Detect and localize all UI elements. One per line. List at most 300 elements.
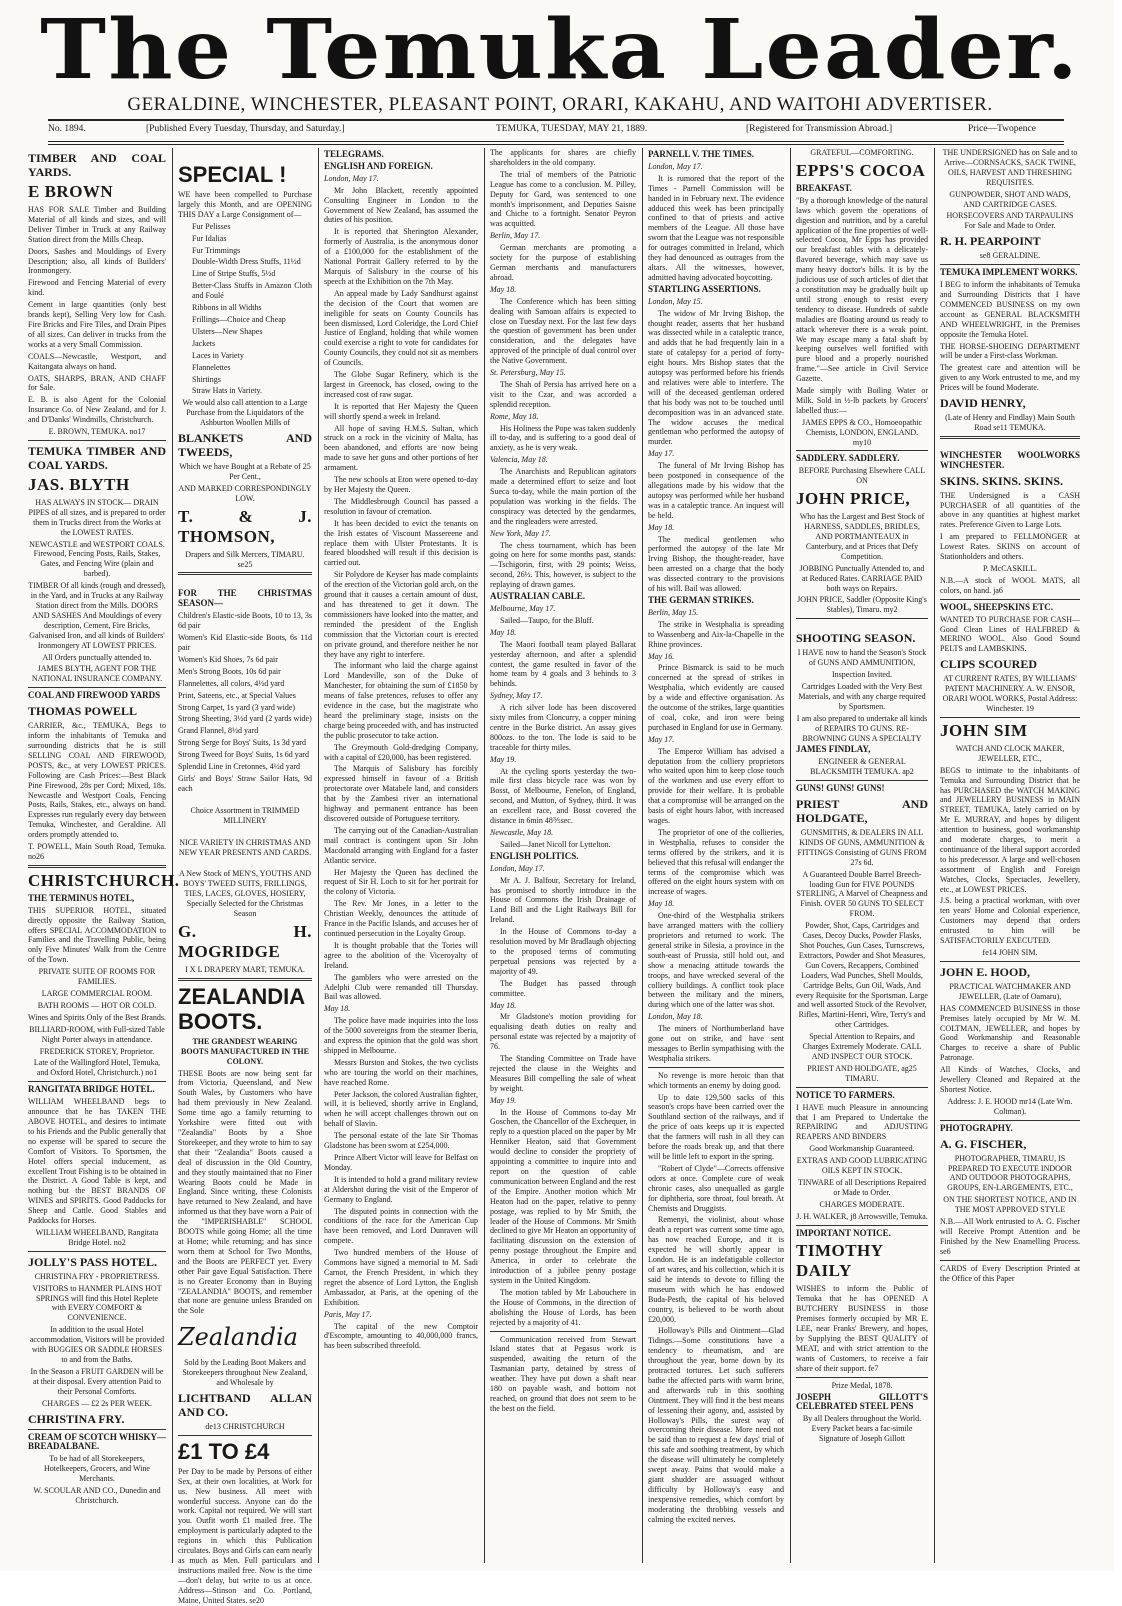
ad-heading: THE TERMINUS HOTEL, (28, 892, 135, 903)
masthead-subtitle: GERALDINE, WINCHESTER, PLEASANT POINT, ORARI, KAKAHU, AND WAITOHI ADVERTISER. (127, 94, 993, 115)
news-text: In the House of Commons to-day a resolution moved by Mr Bradlaugh objecting to the proposed terms of commuting perpetual pensions was rejected by a majority of 49. (490, 927, 636, 976)
ad-text: WILLIAM WHEELBAND begs to announce that he has TAKEN THE ABOVE HOTEL, and desires to intimate to his Friends and the Public generally that no expense will be spared to secure the Comfort of Visitors. To Sportsmen, the Hotel offers special inducement, as excellent Trout Fishing is to be obtained in the District. A Good Table is kept, and nothing but the BEST BRANDS OF WINES and SPIRITS. Good Paddocks for Sheep and Cattle. Good Stables and Paddocks for Horses. (28, 1097, 166, 1226)
ad-heading: BREAKFAST. (796, 182, 852, 193)
ad-text: Late of the Wallingford Hotel, Temuka, and Oxford Hotel, Christchurch.) no1 (33, 1058, 161, 1078)
ad-name: JOLLY'S PASS HOTEL. (28, 1254, 158, 1269)
ad-text: CHRISTINA FRY - PROPRIETRESS. (34, 1271, 160, 1281)
ad-signature: (Late of Henry and Findlay) Main South Road se11 TEMUKA. (945, 413, 1075, 432)
divider (48, 141, 1064, 142)
dateline: Melbourne, May 17. (490, 603, 556, 613)
ad-signature: W. SCOULAR AND CO., Dunedin and Christchurch. (33, 1486, 161, 1505)
ad-text: Doors, Sashes and Mouldings of Every Description; also, all kinds of Builders' Ironmongery. (28, 246, 166, 276)
ad-text: PRACTICAL WATCHMAKER AND JEWELLER, (Late of Oamaru), (949, 981, 1071, 1001)
ad-heading: SHOOTING SEASON. (796, 631, 916, 646)
ad-signature: Address: J. E. HOOD mr14 (Late Wm. Coltman). (947, 1096, 1073, 1116)
ad-name: THOMAS POWELL (28, 704, 138, 719)
column-1 (28, 148, 180, 1563)
dateline: May 18. (648, 522, 675, 532)
divider (178, 572, 312, 575)
news-text: The Globe Sugar Refinery, which is the largest in Greenock, has closed, owing to the increased cost of raw sugar. (324, 370, 478, 399)
list-item: Straw Hats in Variety. (192, 386, 262, 396)
news-text: It is rumored that the report of the Times - Parnell Commission will be handed in in February next. The evidence adduced this week has been principally confined to that of priests and active members of the League. All those have sworn that the League was not responsible for outrages committed in Ireland, which they had denounced as outrages from the altars. All the witnesses, however, admitted having advocated boycotting. (648, 173, 784, 282)
column-6 (796, 148, 928, 1563)
ad-text: I am prepared to FELLMONGER at Lowest Rates. SKINS on account of Stationholders and others. (940, 532, 1080, 562)
news-text: The Budget has passed through committee. (490, 978, 636, 998)
news-text: An appeal made by Lady Sandhurst against the decision of the Court that women are ineligible for seats on County Councils has been dismissed, Lord Coleridge, the Lord Chief Justice of England, holding that while women could exercise a right to vote for candidates for County Councils, they could not sit as members of Councils. (324, 288, 478, 368)
news-text: The funeral of Mr Irving Bishop has been postponed in consequence of the allegations made by his widow that the autopsy was performed while her husband was in a cataleptic trance. An inquest will be held. (648, 461, 784, 520)
news-text: "Robert of Clyde"—Corrects offensive odors at once. Complete cure of weak chronic cases, also unequalled as gargle for diphtheria, sore throat, foul breath. At Chemists and Druggists. (648, 1163, 784, 1213)
list-item: Strong Tweed for Boys' Suits, 1s 6d yard (178, 750, 309, 760)
ad-heading: WOOL, SHEEPSKINS ETC. (940, 601, 1054, 612)
divider (648, 1067, 784, 1068)
ad-text: AND MARKED CORRESPONDINGLY LOW. (178, 483, 312, 503)
news-text: No revenge is more heroic than that which torments an enemy by doing good. (648, 1070, 784, 1090)
news-text: Sir Polydore de Keyser has made complaints of the erection of the Victorian gold arch, on the ground that it causes a certain amount of dust, and has threatened to get it down. The commissioners have looked into the matter, and reminded the president of the English commission that the Victorian court is erected on private ground, and therefore neither he nor they have any right to interfere. (324, 570, 478, 659)
news-text: The Conference which has been sitting dealing with Samoan affairs is expected to close on Tuesday next. For the last few days the question of government has been under consideration, and the delegates have approved of the principle of dual control over the Native Government. (490, 296, 636, 366)
news-text: The personal estate of the late Sir Thomas Gladstone has been sworn at £254,000. (324, 1131, 478, 1151)
list-item: Splendid Line in Cretonnes, 4½d yard (178, 762, 300, 772)
news-text: Prince Bismarck is said to be much concerned at the spread of strikes in Westphalia, which evidently are caused by a wide and effective organisation. As the outcome of the strikes, large quantities of coal, coke, and iron were being purchased in England for use in Germany. (648, 663, 784, 732)
news-text: Peter Jackson, the colored Australian fighter, will, it is believed, shortly arrive in England, when he will accept challenges thrown out on behalf of Slavin. (324, 1089, 478, 1129)
ad-heading: TEMUKA TIMBER AND COAL YARDS. (28, 443, 166, 472)
ad-text: EXTRAS AND GOOD LUBRICATING OILS KEPT IN STOCK. (796, 1156, 928, 1176)
ad-heading: PHOTOGRAPHY. (940, 1122, 1013, 1133)
column-rule (484, 148, 485, 1563)
ad-name: R. H. PEARPOINT (940, 234, 1041, 249)
divider (28, 687, 166, 688)
divider (48, 144, 1064, 145)
dateline: May 16. (648, 651, 675, 661)
ad-text: CHARGES — £2 2s PER WEEK. (41, 1398, 153, 1408)
ad-text: NEWCASTLE and WESTPORT COALS. Firewood, Fencing Posts, Rails, Stakes, Gates, and Fencing Wire (plain and barbed). (29, 539, 165, 579)
list-item: Strong Sheeting, 3½d yard (2 yards wide) (178, 714, 312, 724)
list-item: Strong Carpet, 1s yard (3 yard wide) (178, 702, 296, 712)
news-text: German merchants are promoting a society for the purpose of establishing German merchants and manufacturers abroad. (490, 243, 636, 282)
dateline: Sydney, May 17. (490, 691, 543, 701)
dateline: Berlin, May 17. (490, 231, 541, 241)
news-text: The medical gentlemen who performed the autopsy of the late Mr Irving Bishop, the thought-reader, have been arrested on a charge that the body was dissected contrary to the provisions of his will. Bail was allowed. (648, 534, 784, 594)
news-text: The new schools at Eton were opened to-day by Her Majesty the Queen. (324, 475, 478, 494)
column-rule (934, 148, 935, 1563)
news-text: Communication received from Stewart Island states that at Pegasus work is suspended, awaiting the return of the Tasmanian party, detained by stress of weather. They have put down a shaft near 180 on payable wash, and bottom not reached, on ground that does not seem to be the best on the field. (490, 1334, 636, 1413)
ad-text: Powder, Shot, Caps, Cartridges and Cases, Decoy Ducks, Powder Flasks, Shot Pouches, Gun Cases, Turnscrews, Extractors, Powder and Shot Measures, Gun Covers, Recappers, Combined Loaders, Wad Punches, Shell Moulds, Cartridge Belts, Gun Oil, Wads, And every Requisite for the Sportsman. Large and well assorted Stock of the Revolver, Rifles, Martini-Henri, Wire, Terry's and other Cartridges. (796, 921, 928, 1030)
dateline: London, May 17. (490, 863, 545, 873)
ad-signature: CHRISTINA FRY. (28, 1411, 125, 1426)
ad-signature: E. BROWN, TEMUKA. no17 (48, 427, 146, 437)
news-text: The motion tabled by Mr Labouchere in the House of Commons, in the direction of abolishing the House of Lords, has been rejected by a majority of 41. (490, 1287, 636, 1327)
divider (940, 1260, 1080, 1261)
ad-heading: ZEALANDIA BOOTS. (178, 983, 306, 1034)
ad-heading: TEMUKA IMPLEMENT WORKS. (940, 267, 1078, 278)
list-item: Women's Kid Elastic-side Boots, 6s 11d pair (178, 633, 312, 652)
news-text: The Rev. Mr Jones, in a letter to the Christian Weekly, denounces the attitude of France in the Pacific Islands, and accuses her of continued persecution in the Loyalty Group. (324, 899, 478, 938)
ad-text: A Guaranteed Double Barrel Breech-loading Gun for FIVE POUNDS STERLING, A Marvel of Cheapness and Finish. OVER 50 GUNS TO SELECT FROM. (796, 869, 928, 919)
ad-signature: P. McCASKILL. (982, 564, 1037, 573)
list-item: Fur Idalias (192, 233, 227, 243)
ad-text: Which we have Bought at a Rebate of 25 Per Cent., (179, 462, 311, 481)
ad-heading: GUNS! GUNS! GUNS! (796, 783, 885, 794)
list-item: Line of Stripe Stuffs, 5½d (192, 269, 276, 279)
list-item: Men's Strong Boots, 10s 6d pair (178, 666, 281, 676)
ad-text: Per Day to be made by Persons of either Sex, at their own localities, at Work for us. New business. All meet with wonderful success. Anyone can do the work. Capital not required. We will start you. Outfit worth £1 mailed free. The employment is particularly adapted to the regions in which this Publication circulates. Boys and Girls can earn nearly as much as Men. Full particulars and instructions mailed free. Now is the time—don't delay, but write to us at once. Address—Stinson and Co. Portland, Maine, United States. se20 (178, 1466, 312, 1605)
divider (28, 440, 166, 441)
ad-text: A New Stock of MEN'S, YOUTHS AND BOYS' TWEED SUITS, FRILLINGS, TIES, LACES, GLOVES, HOSIERY, Specially Selected for the Christmas Season (178, 869, 312, 919)
dateline: May 18. (648, 899, 675, 909)
news-text: Prince Albert Victor will leave for Belfast on Monday. (324, 1153, 478, 1172)
news-text: The capital of the new Comptoir d'Escompte, amounting to 40,000,000 francs, has been subscribed threefold. (324, 1321, 478, 1351)
dateline: May 17. (648, 734, 675, 744)
news-text: The Marquis of Salisbury has forcibly expressed himself in favour of a British protectorate over Matabele land, and considers that by the Zambesi river an international highway and permanent entrance has been discovered outside of Portuguese territory. (324, 764, 478, 823)
ad-text: de13 CHRISTCHURCH (205, 1421, 285, 1431)
dateline: Paris, May 17. (324, 1309, 372, 1319)
divider (796, 1377, 928, 1378)
column-2 (178, 148, 312, 1605)
dateline: May 19. (490, 1095, 517, 1105)
news-text: The disputed points in connection with the conditions of the race for the American Cup have been removed, and Lord Dunraven will compete. (324, 1206, 478, 1246)
column-3 (324, 148, 478, 1563)
news-text: Up to date 129,500 sacks of this season's crops have been carried over the Southland section of the railways, and if the price of oats keeps up it is expected that the farmers will rush in all they can before the roads break up, and that there will be little left to export in the spring. (648, 1092, 784, 1161)
news-text: The widow of Mr Irving Bishop, the thought reader, asserts that her husband was dissected while in a cataleptic trance, and adds that he had frequently lain in a state of catalepsy for a period of forty-eight hours. Mrs Bishop states that the autopsy was performed before his friends and relatives were able to interfere. The will of the deceased gentleman ordered that his body was not to be touched until decomposition was in an advanced state. The widow accuses the medical gentleman who performed the autopsy of murder. (648, 308, 784, 447)
news-text: The applicants for shares are chiefly shareholders in the old company. (490, 148, 636, 167)
column-rule (318, 148, 319, 1563)
news-text: The trial of members of the Patriotic League has come to a conclusion. M. Pilley, Deputy for Gard, was sentenced to one month's imprisonment, and Deputies Saisne and Chiche to a fortnight. Senator Peyron was acquitted. (490, 169, 636, 229)
list-item: Flannelettes, all colors, 4½d yard (178, 678, 285, 688)
list-item: Fur Pelisses (192, 221, 231, 231)
dateline: Newcastle, May 18. (490, 828, 554, 837)
news-text: It is thought probable that the Tories will agree to the abolition of the Viceroyalty of Ireland. (324, 940, 478, 970)
ad-heading: WINCHESTER WOOLWORKS WINCHESTER. (940, 449, 1080, 470)
news-text: Mr Gladstone's motion providing for equalising death duties on realty and personal estate was rejected by a majority of 76. (490, 1012, 636, 1052)
ad-text: PHOTOGRAPHER, TIMARU, IS PREPARED TO EXECUTE INDOOR AND OUTDOOR PHOTOGRAPHS, GROUPS, EN-LARGEMENTS, ETC., (947, 1153, 1073, 1193)
list-item: Laces in Variety (192, 350, 244, 360)
ad-text: WANTED TO PURCHASE FOR CASH—Good Clean Lines of HALFBRED & MERINO WOOL. Also Good Sound PELTS and LAMBSKINS. (940, 614, 1080, 654)
ad-signature: fe14 JOHN SIM. (982, 948, 1038, 957)
ad-text: TIMBER Of all kinds (rough and dressed), in the Yard, and in Trucks at any Railway Station direct from the Mills. DOORS AND SASHES And Mouldings of every description, Cement, Fire Bricks, Galvanised Iron, and all kinds of Builders' Ironmongery AT LOWEST PRICES. (28, 581, 166, 650)
list-item: Women's Kid Shoes, 7s 6d pair (178, 654, 278, 664)
ad-name: T. & J. THOMSON, (178, 506, 312, 546)
ad-text: TINWARE of all Descriptions Repaired or Made to Order. (798, 1177, 926, 1197)
ad-heading: RANGITATA BRIDGE HOTEL. (28, 1084, 155, 1095)
news-text: A rich silver lode has been discovered sixty miles from Cloncurry, a copper mining centre in the Burke district. An assay gives 800ozs. to the ton. The lode is said to be traceable for thirty miles. (490, 703, 636, 752)
ad-text: BEFORE Purchasing Elsewhere CALL ON (798, 466, 926, 486)
ad-text: THE HORSE-SHOEING DEPARTMENT will be under a First-class Workman. (940, 341, 1080, 361)
ad-text: Cartridges Loaded with the Very Best Materials, and with any charge required by Sportsmen. (798, 681, 926, 711)
divider (178, 1435, 312, 1436)
news-text: It is intended to hold a grand military review at Aldershot during the visit of the Emperor of Germany to England. (324, 1174, 478, 1204)
ad-text: WATCH AND CLOCK MAKER, JEWELLER, ETC., (955, 743, 1065, 763)
section-heading: THE GERMAN STRIKES. (648, 594, 754, 605)
list-item: Flannelettes (192, 362, 231, 372)
ad-text: GUNSMITHS, & DEALERS IN ALL KINDS OF GUNS, AMMUNITION & FITTINGS Consisting of GUNS FROM 27s 6d. (797, 828, 927, 867)
masthead-title: The Temuka Leader. (40, 2, 1080, 98)
ad-text: WE have been compelled to Purchase largely this Month, and are OPENING THIS DAY a Large Consignment of— (178, 190, 312, 219)
dateline: May 19. (490, 754, 517, 764)
ad-text: The greatest care and attention will be given to any Work entrusted to me, and my Prices will be found Moderate. (940, 363, 1080, 393)
news-text: The Greymouth Gold-dredging Company, with a capital of £20,000, has been registered. (324, 742, 478, 762)
news-text: One-third of the Westphalia strikers have arranged matters with the colliery proprietors and returned to work. The general strike in Silesia, a province in the south-east of Prussia, still hold out, and show a menacing attitude towards the troops, and have wrecked several of the colliery buildings. A conflict took place between the military and the miners, during which one of the latter was shot. (648, 911, 784, 1010)
ad-heading: IMPORTANT NOTICE. (796, 1227, 891, 1238)
ad-signature: JOHN PRICE, Saddler (Opposite King's Stables), Timaru. my2 (797, 595, 927, 615)
ad-text: CHARGES MODERATE. (819, 1199, 905, 1209)
ad-signature: JAMES EPPS & CO., Homoeopathic Chemists, LONDON, ENGLAND. my10 (801, 417, 922, 447)
divider (28, 1429, 166, 1430)
divider (940, 436, 1080, 439)
ad-text: Who has the Largest and Best Stock of HARNESS, SADDLES, BRIDLES, AND PORTMANTEAUX in Canterbury, and at Prices that Defy Competition. (799, 512, 925, 561)
column-rule (172, 148, 173, 1563)
list-item: Jackets (192, 338, 216, 348)
ad-signature: J. H. WALKER, j8 Arrowsville, Temuka. (796, 1211, 928, 1221)
news-text: The Shah of Persia has arrived here on a visit to the Czar, and was accorded a splendid reception. (490, 379, 636, 409)
ad-heading: TIMBER AND COAL YARDS. (28, 151, 166, 179)
publication-schedule: [Published Every Tuesday, Thursday, and Saturday.] (146, 124, 345, 134)
divider (940, 961, 1080, 962)
news-text: All hope of saving H.M.S. Sultan, which struck on a rock in the vicinity of Malta, has been abandoned, and efforts are now being made to save her guns and other portions of her armament. (324, 423, 478, 473)
list-item: Ulsters—New Shapes (192, 326, 263, 336)
divider (940, 599, 1080, 600)
ad-name: CLIPS SCOURED (940, 657, 1038, 672)
ad-text: Drapers and Silk Mercers, TIMARU. se25 (185, 549, 305, 569)
ad-signature: FREDERICK STOREY, Proprietor. (39, 1046, 155, 1056)
divider (490, 1331, 636, 1332)
ad-text: HORSECOVERS AND TARPAULINS For Sale and Made to Order. (946, 211, 1074, 231)
divider (796, 1087, 928, 1088)
news-text: It is reported that Sherington Alexander, formerly of Australia, is the anonymous donor of a £100,000 for the establishment of the National Portrait Gallery referred to by the Marquis of Salisbury in the course of his speech at the Exhibition on the 7th May. (324, 227, 478, 286)
ad-text: CARDS of Every Description Printed at the Office of this Paper (940, 1263, 1080, 1283)
news-text: The Emperor William has advised a deputation from the colliery proprietors who waited upon him to keep close touch of the workmen and use every effort to provide for their welfare. It is probable that a compromise will be arranged on the basis of eight hours labor, with increased wages. (648, 746, 784, 825)
list-item: Shirtings (192, 374, 221, 384)
list-item: Girls' and Boys' Straw Sailor Hats, 9d each (178, 773, 312, 793)
ad-text: VISITORS to HANMER PLAINS HOT SPRINGS will find this Hotel Replete with EVERY COMFORT & CONVENIENCE. (32, 1283, 162, 1323)
section-heading: TELEGRAMS. (324, 149, 384, 159)
list-item: Better-Class Stuffs in Amazon Cloth and Foulé (192, 281, 312, 301)
ad-name: EPPS'S COCOA (796, 160, 926, 180)
ad-text: I HAVE now to hand the Season's Stock of GUNS AND AMMUNITION, (797, 648, 927, 668)
divider (796, 450, 928, 451)
ad-name: E BROWN (28, 182, 114, 201)
ad-text: ON THE SHORTEST NOTICE, AND IN THE MOST APPROVED STYLE (943, 1195, 1077, 1215)
ad-text: WISHES to inform the Public of Temuka that he has OPENED A BUTCHERY BUSINESS in those Premises formerly occupied by MR E. LEE, near Franks' Brewery, and hopes, by Supplying the BEST QUALITY of MEAT, and with strict attention to the wants of Customers, to receive a fair share of their support. fe7 (796, 1284, 928, 1373)
list-item: Strong Serge for Boys' Suits, 1s 3d yard (178, 738, 306, 748)
ad-text: THIS SUPERIOR HOTEL, situated directly opposite the Railway Station, offers SPECIAL ACCOMMODATION to Families and the Travelling Public, being only Five Minutes' Walk from the Centre of the Town. (28, 905, 166, 965)
ad-text: Made simply with Boiling Water or Milk. Sold in ½-lb packets by Grocers' labelled thus:— (796, 386, 928, 415)
ad-text: CARRIER, &c., TEMUKA, Begs to inform the inhabitants of Temuka and surrounding districts that he is still SELLING COAL AND FIREWOOD, POSTS, &c., at very LOWEST PRICES. Following are Cash Prices:—Best Black Pine Firewood, 28s per Cord; Mixed, 18s. Newcastle and Westport Coals, Fencing Posts, Rails, Stakes, etc., always on hand. Expresses run regularly every day between Temuka, Winchester, and Geraldine. All orders promptly attended to. (28, 721, 166, 840)
ad-text: I X L DRAPERY MART, TEMUKA. (185, 964, 305, 974)
ad-text: BEGS to intimate to the inhabitants of Temuka and Surrounding District that he has PURCHASED the WATCH MAKING and JEWELLERY BUSINESS in MAIN STREET, TEMUKA, lately carried on by Mr E. MURRAY, and hopes by diligent attention to business, good workmanship and moderate charges, to merit a continuance of the liberal support accorded to his predecessor. A large and well-chosen assortment of English and Foreign Watches, Clocks, Spectacles, Jewellery, etc., at LOWEST PRICES. (940, 765, 1080, 894)
divider (796, 780, 928, 781)
ad-text: COALS—Newcastle, Westport, and Kaitangata always on hand. (28, 351, 166, 371)
ad-text: JOBBING Punctually Attended to, and at Reduced Rates. CARRIAGE PAID both ways on Repairs. (799, 563, 925, 593)
ad-name: DAVID HENRY, (940, 396, 1026, 411)
ad-text: THESE Boots are now being sent far from Victoria, Queensland, and New South Wales, by Customers who have had them previously in New Zealand. Some time ago a family returning to Yorkshire were fitted out with "Zealandia" Boots by a Shoe Storekeeper, and they wrote to him to say that their "Zealandia" Boots caused a deal of discussion in the Old Country, and they stoutly maintained that no Finer Wearing Boots could be Made in England. Since writing, these Colonists have returned to New Zealand, and have informed us that they have worn a Pair of the "IMPERISHABLE" SCHOOL BOOTS while going Home; all the time at Home; while returning; and has since worn them at School for Two Months, and the Boots are PERFECT yet. Every other Pair gave Equal Satisfaction. There is no Greater Economy than in Buying "ZEALANDIA" BOOTS, and remember that none are genuine unless Branded on the Sole (178, 1068, 312, 1316)
ad-heading: £1 TO £4 (178, 1438, 270, 1464)
ad-text: J.S. being a practical workman, with over ten years' Home and Colonial experience, Customers may depend that orders entrusted to him will be SATISFACTORILY EXECUTED. (940, 896, 1080, 946)
price: Price—Twopence (968, 124, 1036, 134)
dateline: Valencia, May 18. (490, 455, 548, 465)
ad-signature: PRIEST AND HOLDGATE, ag25 TIMARU. (807, 1063, 917, 1083)
ad-text: Choice Assortment in TRIMMED MILLINERY (190, 805, 300, 825)
ad-text: I am also prepared to undertake all kinds of REPAIRS TO GUNS. RE-BROWNING GUNS A SPECIALTY (796, 713, 928, 743)
list-item: Frillings—Choice and Cheap (192, 314, 286, 324)
section-heading: STARTLING ASSERTIONS. (648, 283, 761, 294)
news-text: His Holiness the Pope was taken suddenly ill to-day, and is suffering to a good deal of anxiety, as he is very weak. (490, 423, 636, 453)
divider (28, 1081, 166, 1082)
zealandia-script-logo: Zealandia (178, 1323, 298, 1352)
ad-name: JOHN PRICE, (796, 489, 911, 509)
ad-text: HAS COMMENCED BUSINESS in those Premises lately occupied by Mr W. M. COLTMAN, JEWELLER, and hopes by Good Workmanship and Reasonable Charges to receive a share of Public Patronage. (940, 1003, 1080, 1063)
ad-text: N.B.—A stock of WOOL MATS, all colors, on hand. ja6 (940, 575, 1080, 595)
divider (940, 1120, 1080, 1121)
ad-text: Wines and Spirits Only of the Best Brands. (28, 1012, 166, 1022)
dateline: New York, May 17. (490, 528, 551, 538)
ad-heading: BLANKETS AND TWEEDS, (178, 431, 312, 460)
dateline: May 18. (324, 1004, 351, 1014)
ad-name: JOHN E. HOOD, (940, 964, 1031, 979)
ad-name: JAS. BLYTH (28, 474, 130, 494)
divider (796, 1225, 928, 1226)
ad-name: JOHN SIM (940, 720, 1028, 740)
ad-name: A. G. FISCHER, (940, 1136, 1027, 1151)
ad-text: LARGE COMMERCIAL ROOM. (41, 989, 153, 998)
ad-heading: CREAM OF SCOTCH WHISKY—BREADALBANE. (28, 1431, 166, 1452)
ad-text: Special Attention to Repairs, and Charges Extremely Moderate. CALL AND INSPECT OUR STOCK. (802, 1032, 922, 1061)
divider (178, 978, 312, 981)
news-text: Remenyi, the violinist, about whose death a report was current some time ago, has now reached Europe, and it is expected he will shortly appear in London. He is an indefatigable collector of art wares, and his collection, which it is said he intends to devote to filling the museum with which he has endowed Buda-Pesth, the capital of his beloved country, is believed to be worth about £20,000. (648, 1215, 784, 1324)
news-text: Mr John Blackett, recently appointed Consulting Engineer in London to the Government of New Zealand, has assumed the duties of his position. (324, 185, 478, 225)
ad-text: "By a thorough knowledge of the natural laws which govern the operations of digestion and nutrition, and by a careful application of the fine properties of well-selected Cocoa, Mr Epps has provided our breakfast tables with a delicately-flavored beverage, which may save us many heavy doctor's bills. It is by the judicious use of such articles of diet that a constitution may be gradually built up until strong enough to resist every tendency to disease. Hundreds of subtle maladies are floating around us ready to attack wherever there is a weak point. We may escape many a fatal shaft by keeping ourselves well fortified with pure blood and a properly nourished frame."—See article in Civil Service Gazette. (796, 195, 928, 384)
news-text: Two hundred members of the House of Commons have signed a memorial to M. Sadi Carnot, the French President, in which they regret the absence of Lord Lytton, the English Ambassador, at Paris, at the opening of the Exhibition. (324, 1248, 478, 1307)
dateline: London, May 15. (648, 296, 703, 306)
news-text: Holloway's Pills and Ointment—Glad Tidings.—Some constitutions have a tendency to rheumatism, and are throughout the year, borne down by its protracted tortures. Let such sufferers bathe the affected parts with warm brine, and afterwards rub in this soothing Ointment. They will find it the best means of lessening their agony, and, assisted by Holloway's Pills, the surest way of overcoming their disease. More need not be said than to request a few days' trial of this safe and soothing treatment, by which the disease will ultimately be completely swept away. Pains that would make a giant shudder are assuaged without difficulty by Holloway's easy and inexpensive remedies, which comfort by moderating the throbbing vessels and calming the excited nerves. (648, 1326, 784, 1524)
news-text: Her Majesty the Queen has declined the request of Sir H. Loch to sit for her portrait for the colony of Victoria. (324, 867, 478, 897)
registration-notice: [Registered for Transmission Abroad.] (746, 124, 893, 134)
dateline: London, May 17. (648, 161, 703, 171)
news-text: Mr A. J. Balfour, Secretary for Ireland, has promised to shortly introduce in the House of Commons the Irish Drainage of Land Bill and the Light Railways Bill for Ireland. (490, 875, 636, 925)
column-5 (648, 148, 784, 1563)
news-text: Sailed—Taupo, for the Bluff. (500, 615, 594, 625)
dateline: St. Petersburg, May 15. (490, 368, 566, 378)
ad-text: In the Season a FRUIT GARDEN will be at their disposal. Every attention Paid to their Personal Comforts. (30, 1366, 164, 1396)
dateline: May 17. (648, 449, 675, 459)
ad-name: JAMES FINDLAY, (796, 744, 871, 755)
ad-signature: T. POWELL, Main South Road, Temuka. no26 (28, 842, 166, 861)
dateline: London, May 17. (324, 173, 379, 183)
divider (48, 119, 1064, 121)
dateline: TEMUKA, TUESDAY, MAY 21, 1889. (496, 124, 648, 134)
news-text: The informant who laid the charge against Lord Mandeville, son of the Duke of Manchester, for obtaining the sum of £1850 by means of false pretences, refuses to offer any evidence in the case, but the magistrate who heard the preliminary stage, insists on the charge being proceeded with, and has instructed the public prosecutor to take action. (324, 661, 478, 740)
news-text: The Standing Committee on Trade have rejected the clause in the Weights and Measures Bill compelling the sale of wheat by weight. (490, 1054, 636, 1093)
news-text: The miners of Northumberland have gone out on strike, and have sent messages to Berlin sympathising with the Westphalia strikers. (648, 1024, 784, 1063)
dateline: May 18. (490, 284, 517, 294)
ad-text: I HAVE much Pleasure in announcing that I am Prepared to Undertake the REPAIRING and ADJUSTING REAPERS AND BINDERS (796, 1102, 928, 1142)
ad-name: SKINS. SKINS. SKINS. (940, 473, 1064, 488)
news-text: The Maori football team played Ballarat yesterday afternoon, and after a splendid contest, the game resulted in favor of the home team by 4 goals and 3 behinds to 3 behinds. (490, 639, 636, 689)
ad-heading: COAL AND FIREWOOD YARDS (28, 690, 161, 701)
list-item: Print, Sateens, etc., at Special Values (178, 690, 296, 700)
news-text: The police have made inquiries into the loss of the 5000 sovereigns from the steamer Iberia, and express the opinion that the gold was short shipped in Melbourne. (324, 1016, 478, 1055)
ad-name: LICHTBAND ALLAN AND CO. (178, 1390, 312, 1419)
ad-text: AT CURRENT RATES, BY WILLIAMS' PATENT MACHINERY. A. W. ENSOR, ORARI WOOL WORKS, Postal Address: Winchester. 19 (942, 674, 1078, 713)
issue-number: No. 1894. (48, 124, 86, 134)
column-rule (790, 148, 791, 1563)
ad-heading: FOR THE CHRISTMAS SEASON— (178, 588, 312, 609)
ad-text: OATS, SHARPS, BRAN, AND CHAFF for Sale. (28, 373, 166, 393)
ad-text: Cement in large quantities (only best brands kept), Selling Very low for Cash. Fire Bricks and Fire Tiles, and Drain Pipes of all sizes. Can deliver in trucks from the works at a very Small Commission. (28, 300, 166, 349)
ad-text: BATH ROOMS — HOT OR COLD. (37, 1000, 157, 1010)
ad-text: N.B.—All Work entrusted to A. G. Fischer will Receive Prompt Attention and be Finished by the New Enamelling Process. se6 (940, 1217, 1080, 1256)
list-item: Double-Width Dress Stuffs, 11½d (192, 257, 301, 267)
ad-text: THE Undersigned is a CASH PURCHASER of all quantities of the above in any quantities at highest market rates. Preference Given to Large Lots. (940, 490, 1080, 530)
ad-text: Sold by the Leading Boot Makers and Storekeepers throughout New Zealand, and Wholesale by (182, 1358, 308, 1388)
news-text: It has been decided to evict the tenants on the Irish estates of Viscount Massereene and replace them with Ulster Protestants. It is feared bloodshed will result if this decision is carried out. (324, 518, 478, 568)
ad-text: HAS FOR SALE Timber and Building Material of all kinds and sizes, and will Deliver Timber in Truck at any Railway Station direct from the Mills Cheap. (28, 205, 166, 244)
list-item: Fur Trimmings (192, 245, 241, 255)
ad-text: PRIVATE SUITE OF ROOMS FOR FAMILIES. (38, 967, 156, 987)
ad-text: E. B. is also Agent for the Colonial Insurance Co. of New Zealand, and for J. and D'Danks' Windmills, Christchurch. (28, 395, 166, 425)
ad-text: NICE VARIETY IN CHRISTMAS AND NEW YEAR PRESENTS AND CARDS. (178, 837, 312, 857)
column-4 (490, 148, 636, 1563)
ad-text: GRATEFUL—COMFORTING. (810, 148, 914, 157)
section-heading: ENGLISH POLITICS. (490, 850, 579, 861)
section-subheading: ENGLISH AND FOREIGN. (324, 160, 433, 171)
dateline: May 18. (490, 627, 517, 637)
news-text: Messrs Burston and Stokes, the two cyclists who are touring the world on their machines, have reached Rome. (324, 1057, 478, 1087)
divider (796, 618, 928, 619)
ad-text: THE UNDERSIGNED has on Sale and to Arrive—CORNSACKS, SACK TWINE, OILS, HARVEST AND THRESHING REQUISITES. (942, 148, 1078, 187)
news-text: The Anarchists and Republican agitators made a determined effort to seize and loot Sueca to-day, while the main portion of the population was working in the fields. The conspiracy was detected by the gendarmes, and the ringleaders were arrested. (490, 467, 636, 526)
ad-text: Firewood and Fencing Material of every kind. (28, 278, 166, 298)
news-text: The chess tournament, which has been going on here for some months past, stands:—Tschigorin, first, with 29 points; Weiss, second, 26½. This, however, is subject to the replaying of drawn games. (490, 540, 636, 590)
ad-name: TIMOTHY DAILY (796, 1241, 884, 1281)
news-text: The carrying out of the Canadian-Australian mail contract is contingent upon Sir John Macdonald arranging with England for a faster Atlantic service. (324, 825, 478, 865)
ad-heading: NOTICE TO FARMERS. (796, 1089, 895, 1100)
ad-text: In addition to the usual Hotel accommodation, Visitors will be provided with BUGGIES OR SADDLE HORSES to and from the Baths. (29, 1325, 165, 1364)
ad-signature: ENGINEER & GENERAL BLACKSMITH TEMUKA. ap2 (810, 757, 914, 777)
dateline: May 18. (490, 1000, 517, 1010)
list-item: Ribbons in all Widths (192, 303, 262, 313)
divider (940, 717, 1080, 718)
ad-text: Inspection Invited. (832, 670, 892, 680)
section-heading: AUSTRALIAN CABLE. (490, 591, 586, 602)
ad-text: se8 GERALDINE. (979, 251, 1041, 261)
dateline: London, May 18. (648, 1012, 703, 1022)
divider (940, 264, 1080, 265)
ad-signature: JAMES BLYTH, AGENT FOR THE NATIONAL INSURANCE COMPANY. (31, 664, 163, 684)
ad-text: By all Dealers throughout the World. Every Packet bears a fac-simile Signature of Joseph Gillott (802, 1414, 922, 1444)
divider (28, 865, 166, 868)
ad-text: Good Workmanship Guaranteed. (809, 1144, 915, 1154)
news-text: Sailed—Janet Nicoll for Lyttelton. (500, 839, 611, 849)
dateline: Rome, May 18. (490, 411, 539, 421)
column-rule (642, 148, 643, 1563)
ad-text: All Orders punctually attended to. (42, 652, 152, 662)
ad-list (178, 611, 312, 794)
list-item: Children's Elastic-side Boots, 10 to 13, 3s 6d pair (178, 611, 312, 631)
news-text: The proprietor of one of the collieries, in Westphalia, refuses to consider the terms offered by the strikers, and it is believed that this refusal will endanger the terms of the compromise which was offered on the eight hours system with on increase of wages. (648, 827, 784, 897)
ad-text: GUNPOWDER, SHOT AND WADS, AND CARTRIDGE CASES. (949, 189, 1071, 209)
ad-text: To be had of all Storekeepers, Hotelkeepers, Grocers, and Wine Merchants. (44, 1454, 150, 1484)
ad-name: JOSEPH GILLOTT'S CELEBRATED STEEL PENS (796, 1391, 928, 1412)
divider (28, 1251, 166, 1252)
info-bar (48, 124, 1064, 140)
ad-text: All Kinds of Watches, Clocks, and Jewellery Cleaned and Repaired at the Shortest Notice. (940, 1065, 1080, 1094)
ad-heading: SPECIAL ! (178, 162, 287, 187)
news-text: The strike in Westphalia is spreading to Wassenberg and Aix-la-Chapelle in the Rhine provinces. (648, 619, 784, 649)
ad-text: THE GRANDEST WEARING BOOTS MANUFACTURED IN THE COLONY. (181, 1036, 309, 1066)
dateline: Berlin, May 15. (648, 607, 699, 617)
news-text: In the House of Commons to-day Mr Goschen, the Chancellor of the Exchequer, in reply to a question placed on the paper by Mr Henniker Heaton, said that Government would decline to consider the propriety of appointing a committee to inquire into and report on the question of cable communication between England and the rest of the Empire. Another motion which Mr Heaton had on the paper, relative to penny postage, was replied to by Mr Smith, the leader of the House of Commons. Mr Smith declined to give Mr Heaton an opportunity of facilitating discussion on the extension of penny postage throughout the Empire and America, in order to celebrate the introduction of a jubilee penny postage system in the United Kingdom. (490, 1107, 636, 1285)
ad-name: CHRISTCHURCH. (28, 870, 180, 890)
ad-list (178, 222, 312, 397)
